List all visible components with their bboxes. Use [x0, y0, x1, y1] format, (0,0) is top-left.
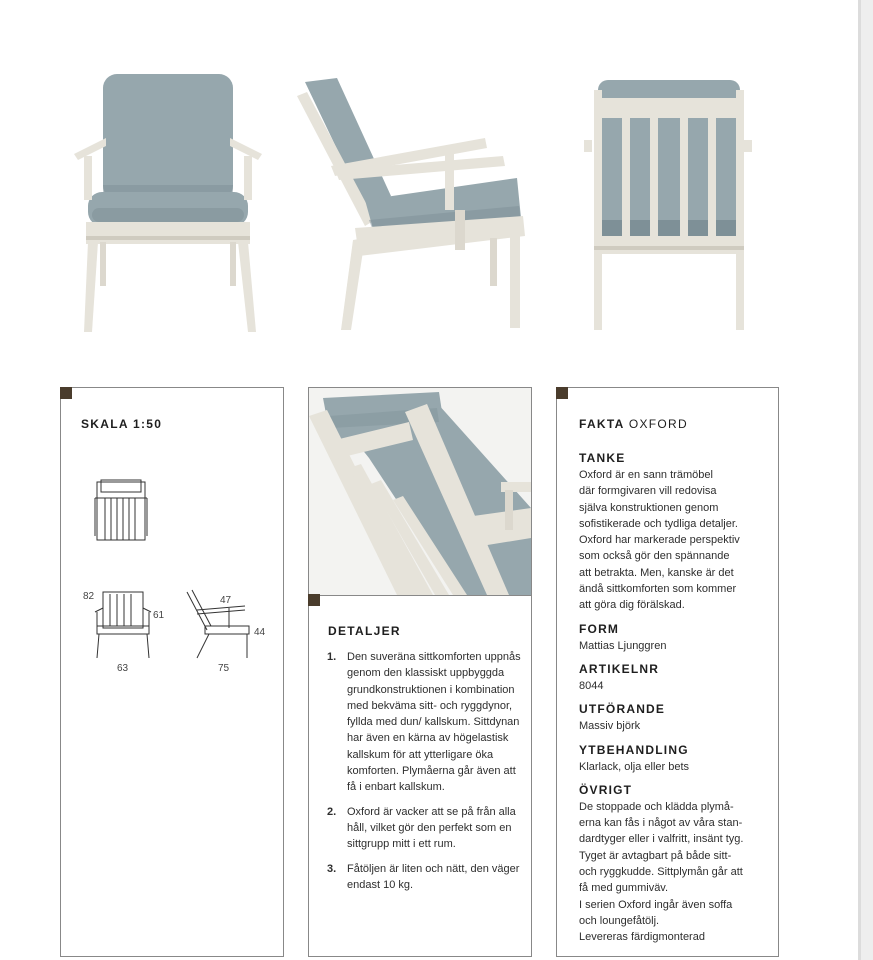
facts-title-product: OXFORD	[628, 417, 688, 431]
fact-heading-form: FORM	[579, 621, 620, 636]
fact-body-form: Mattias Ljunggren	[579, 639, 667, 652]
chair-side-photo	[295, 60, 530, 340]
facts-panel	[556, 387, 779, 957]
dim-arm-side: 44	[254, 627, 266, 638]
page-edge	[858, 0, 873, 960]
list-item	[327, 804, 527, 853]
dim-seat-height: 61	[153, 610, 165, 621]
detail-closeup-photo	[309, 388, 531, 596]
corner-mark	[556, 387, 568, 399]
chair-back-photo	[580, 60, 755, 340]
fact-heading-utforande: UTFÖRANDE	[579, 702, 666, 717]
details-title: DETALJER	[328, 624, 401, 638]
details-list	[327, 649, 527, 901]
top-view-drawing	[91, 476, 151, 546]
fact-heading-ovrigt: ÖVRIGT	[579, 782, 633, 797]
dim-height: 82	[83, 591, 95, 602]
list-item-number: 2.	[327, 805, 337, 818]
side-view-drawing	[183, 588, 255, 663]
list-item-text: Den suveräna sittkomforten uppnås genom den klassiskt uppbyggda grundkonstruktionen i kombination med bekväma sitt- och ryggdynor, fyllda med dun/ kallskum. Sittdynan har även en kärna av högelastisk kallskum för att ytterligare öka komforten. Plymåerna går även att få i enbart kallskum.	[347, 651, 521, 794]
dim-width: 63	[117, 663, 129, 674]
fact-body-artikelnr: 8044	[579, 679, 604, 692]
list-item	[327, 649, 527, 796]
facts-title-label: FAKTA	[579, 417, 625, 431]
corner-mark	[60, 387, 72, 399]
list-item	[327, 861, 527, 894]
fact-heading-artikelnr: ARTIKELNR	[579, 661, 660, 676]
facts-title	[579, 417, 688, 431]
list-item-number: 1.	[327, 651, 337, 663]
dim-arm-height: 47	[220, 595, 232, 606]
fact-body-tanke: Oxford är en sann trämöbel där formgivaren vill redovisa själva konstruktionen genom sofistikerade och tydliga detaljer. Oxford har markerade perspektiv som också gör den spännande att betrakta. Men, kanske är det ändå sittkomforten som kommer att göra dig förälskad.	[579, 469, 740, 612]
list-item-text: Fåtöljen är liten och nätt, den väger endast 10 kg.	[347, 862, 520, 891]
fact-body-ytbehandling: Klarlack, olja eller bets	[579, 760, 690, 773]
front-view-drawing	[93, 588, 153, 663]
fact-heading-ytbehandling: YTBEHANDLING	[579, 742, 689, 757]
fact-body-utforande: Massiv björk	[579, 720, 641, 733]
fact-body-ovrigt: De stoppade och klädda plymå- erna kan fås i något av våra stan- dardtyger eller i valfritt, insänt tyg. Tyget är avtagbart på både sitt- och ryggkudde. Sittplymån går att få med gummiväv. I serien Oxford ingår även soffa och loungefåtölj. Levereras färdigmonterad	[579, 800, 744, 944]
facts-list	[579, 451, 779, 954]
fact-heading-tanke: TANKE	[579, 451, 626, 465]
scale-panel	[60, 387, 284, 957]
chair-front-photo	[70, 60, 270, 340]
list-item-text: Oxford är vacker att se på från alla håll, vilket gör den perfekt som en sittgrupp mitt i ett rum.	[347, 805, 516, 851]
corner-mark-details	[308, 594, 320, 606]
details-panel	[308, 387, 532, 957]
dim-depth: 75	[218, 663, 230, 674]
scale-title: SKALA 1:50	[81, 417, 163, 431]
list-item-number: 3.	[327, 862, 337, 875]
